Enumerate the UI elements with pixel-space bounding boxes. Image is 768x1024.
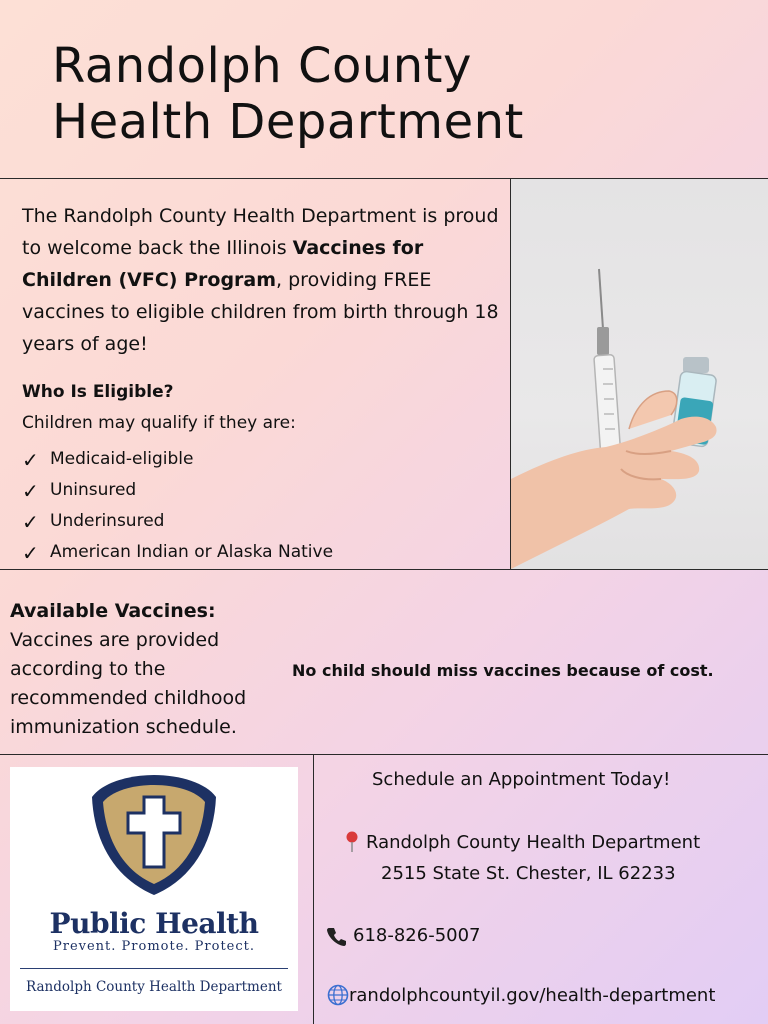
vaccines-description: Vaccines are provided according to the recommended childhood immunization schedule. xyxy=(10,629,247,738)
map-pin-icon xyxy=(344,831,360,853)
logo-wordmark: Public Health xyxy=(49,907,259,940)
eligibility-intro: Children may qualify if they are: xyxy=(22,413,296,433)
check-icon: ✓ xyxy=(22,447,39,472)
divider-bottom xyxy=(0,754,768,755)
intro-paragraph xyxy=(22,200,502,360)
website-text: randolphcountyil.gov/health-department xyxy=(349,984,716,1006)
title-line-2: Health Department xyxy=(52,94,524,150)
website-link[interactable] xyxy=(327,984,715,1006)
intro-text-1: The Randolph County Health Department is proud to welcome back the Illinois xyxy=(22,205,499,259)
address-name xyxy=(344,831,700,853)
vaccine-photo xyxy=(511,179,768,569)
eligibility-heading: Who Is Eligible? xyxy=(22,382,174,402)
globe-icon xyxy=(327,984,349,1006)
eligibility-list xyxy=(22,444,333,568)
check-icon: ✓ xyxy=(22,540,39,565)
check-icon: ✓ xyxy=(22,509,39,534)
shield-cross-icon xyxy=(88,771,220,899)
logo-divider xyxy=(20,968,288,969)
public-health-logo xyxy=(10,767,298,1011)
logo-tagline: Prevent. Promote. Protect. xyxy=(52,939,256,954)
divider-middle xyxy=(0,569,768,570)
vaccines-heading: Available Vaccines: xyxy=(10,600,216,622)
cost-statement: No child should miss vaccines because of cost. xyxy=(292,661,714,680)
divider-contact xyxy=(313,754,314,1024)
eligibility-item-label: Uninsured xyxy=(50,480,137,500)
eligibility-item-label: American Indian or Alaska Native xyxy=(50,542,334,562)
phone-number[interactable] xyxy=(327,925,481,946)
phone-number-text: 618-826-5007 xyxy=(353,925,481,946)
intro-program-name: Vaccines for Children (VFC) Program xyxy=(22,237,424,291)
eligibility-item-label: Medicaid-eligible xyxy=(50,449,194,469)
page-title xyxy=(52,38,524,150)
list-item xyxy=(22,506,333,537)
list-item xyxy=(22,537,333,568)
address-name-text: Randolph County Health Department xyxy=(366,831,701,853)
address-street: 2515 State St. Chester, IL 62233 xyxy=(381,863,676,884)
eligibility-item-label: Underinsured xyxy=(50,511,165,531)
schedule-cta: Schedule an Appointment Today! xyxy=(372,769,671,790)
syringe-vial-illustration xyxy=(511,179,768,569)
phone-icon xyxy=(327,926,347,946)
logo-department-name: Randolph County Health Department xyxy=(26,979,282,995)
list-item xyxy=(22,475,333,506)
check-icon: ✓ xyxy=(22,478,39,503)
intro-text-2: , providing FREE vaccines to eligible children from birth through 18 years of age! xyxy=(22,269,499,355)
title-line-1: Randolph County xyxy=(52,38,472,94)
list-item xyxy=(22,444,333,475)
